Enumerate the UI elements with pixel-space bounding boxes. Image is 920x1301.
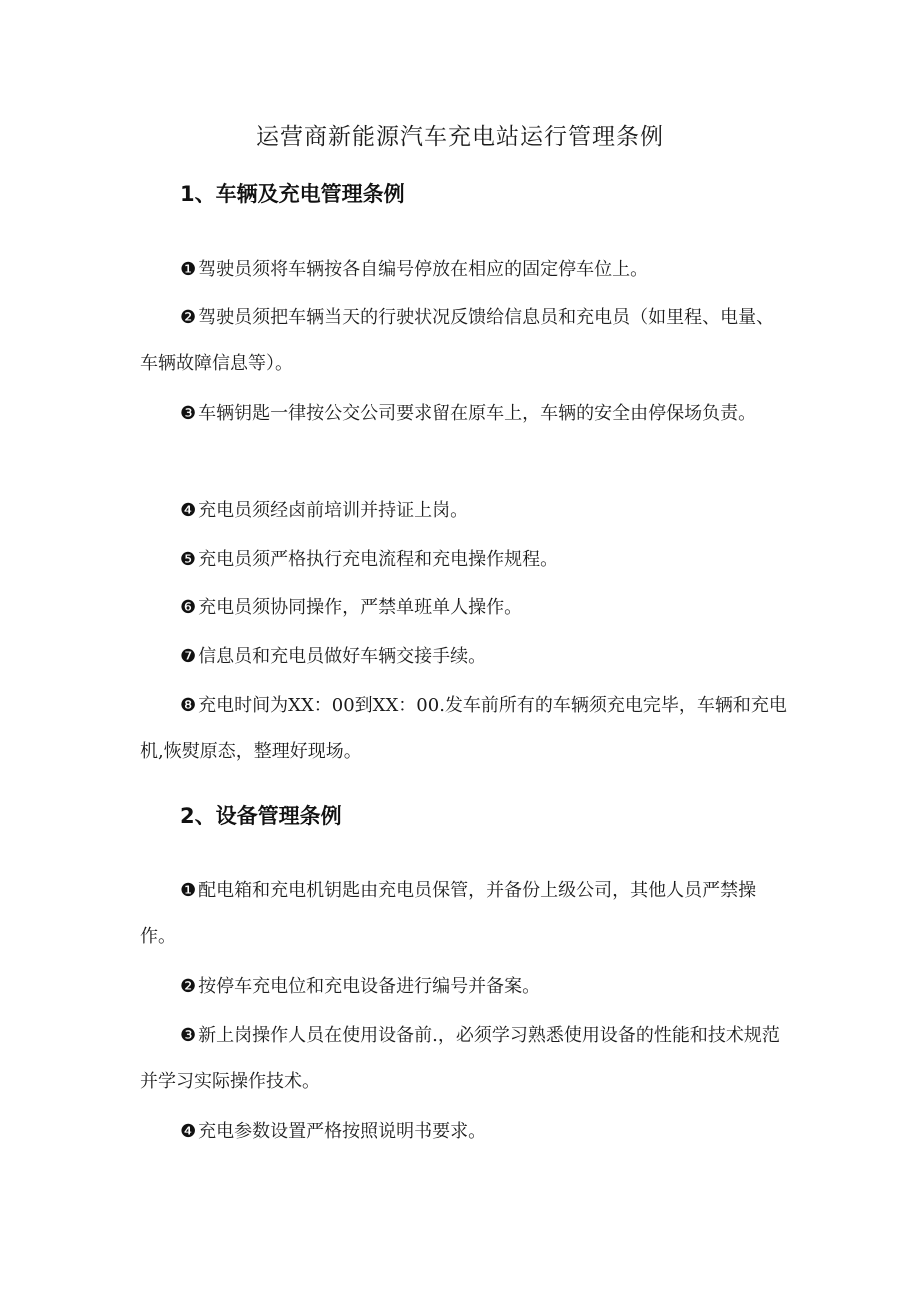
section-heading-vehicle-charging: 1、车辆及充电管理条例 — [180, 182, 405, 206]
list-item — [140, 295, 790, 387]
item-text: 充电员须协同操作，严禁单班单人操作。 — [198, 597, 523, 618]
item-text: 充电参数设置严格按照说明书要求。 — [198, 1121, 487, 1142]
list-item — [140, 537, 790, 583]
item-text: 驾驶员须将车辆按各自编号停放在相应的固定停车位上。 — [198, 259, 649, 280]
item-text: 车辆钥匙一律按公交公司要求留在原车上，车辆的安全由停保场负责。 — [198, 403, 757, 424]
list-item — [140, 1109, 790, 1155]
bullet-number-icon: ❸ — [180, 403, 197, 424]
item-text: 充电员须经卤前培训并持证上岗。 — [198, 500, 469, 521]
item-text: 配电箱和充电机钥匙由充电员保管，并备份上级公司，其他人员严禁操作。 — [140, 880, 757, 947]
list-item — [140, 683, 790, 775]
bullet-number-icon: ❻ — [180, 597, 197, 618]
bullet-number-icon: ❷ — [180, 307, 197, 328]
bullet-number-icon: ❽ — [180, 695, 197, 716]
list-item — [140, 1013, 790, 1105]
list-item — [140, 488, 790, 534]
item-text: 按停车充电位和充电设备进行编号并备案。 — [198, 976, 541, 997]
list-item — [140, 391, 790, 437]
list-item — [140, 868, 790, 960]
list-item — [140, 585, 790, 631]
bullet-number-icon: ❼ — [180, 646, 197, 667]
item-text: 充电时间为XX：00到XX：00.发车前所有的车辆须充电完毕，车辆和充电机,恢熨原态，整理好现场。 — [140, 695, 787, 762]
list-item — [140, 247, 790, 293]
bullet-number-icon: ❹ — [180, 500, 197, 521]
document-title: 运营商新能源汽车充电站运行管理条例 — [256, 124, 664, 150]
bullet-number-icon: ❹ — [180, 1121, 197, 1142]
item-text: 新上岗操作人员在使用设备前.，必须学习熟悉使用设备的性能和技术规范并学习实际操作技术。 — [140, 1025, 780, 1092]
bullet-number-icon: ❷ — [180, 976, 197, 997]
list-item — [140, 964, 790, 1010]
bullet-number-icon: ❸ — [180, 1025, 197, 1046]
item-text: 充电员须严格执行充电流程和充电操作规程。 — [198, 549, 559, 570]
list-item — [140, 634, 790, 680]
bullet-number-icon: ❶ — [180, 880, 197, 901]
bullet-number-icon: ❶ — [180, 259, 197, 280]
item-text: 信息员和充电员做好车辆交接手续。 — [198, 646, 487, 667]
item-text: 驾驶员须把车辆当天的行驶状况反馈给信息员和充电员（如里程、电量、车辆故障信息等）。 — [140, 307, 775, 374]
bullet-number-icon: ❺ — [180, 549, 197, 570]
section-heading-equipment: 2、设备管理条例 — [180, 804, 342, 828]
